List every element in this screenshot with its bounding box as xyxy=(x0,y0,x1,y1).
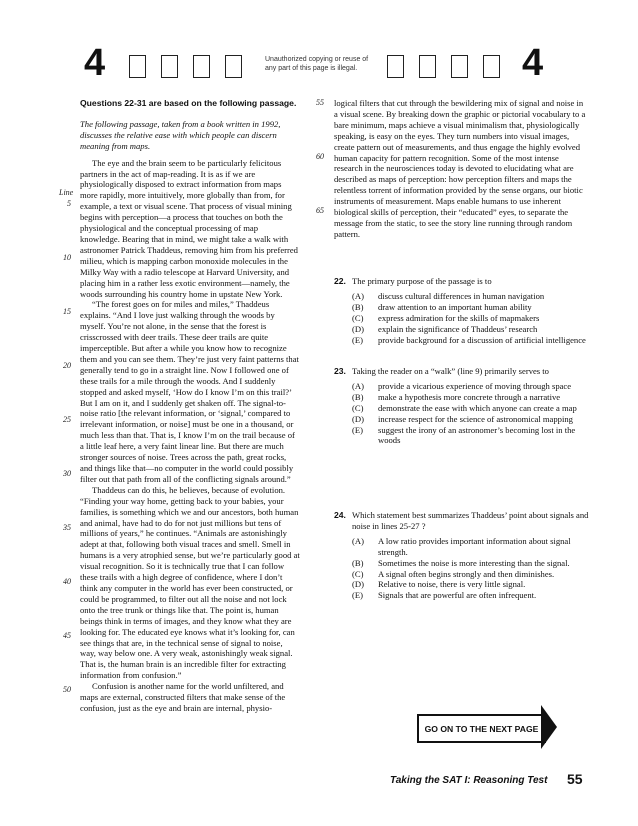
option-key: (D) xyxy=(352,579,364,590)
answer-option[interactable] xyxy=(352,558,589,569)
question-23 xyxy=(334,366,589,446)
line-number: 60 xyxy=(316,152,324,161)
answer-option[interactable] xyxy=(352,313,589,324)
option-key: (B) xyxy=(352,391,364,402)
passage-paragraph: “The forest goes on for miles and miles,” Thaddeus explains. “And I love just walking through the woods by myself. You’re not alone, in the sense that the forest is crisscrossed with deer trails. These deer trails are quite imperceptible. But after a while you know how to recognize them and you can see them. They’re just very faint patterns that generally tend to go in a straight line. Now I followed one of these trails for a mile through the woods. And I suddenly stopped and asked myself, ‘How do I know I’m on this trail?’ But I am on it, and I suddenly get shaken off. The signal-to-noise ratio [the relevant information, or ‘signal,’ compared to irrelevant information, or noise] must be one in a thousand, or much less than that. That is, I know I’m on the trail because of a little leaf here, a very faint linear line. But there are much stronger sources of noise. Trees across the path, great rocks, and things like that—no computer in the world could possibly filter out that path from all of the conflicting signals around.” xyxy=(80,299,299,484)
line-number: 55 xyxy=(316,98,324,107)
option-text: provide a vicarious experience of moving through space xyxy=(378,380,572,391)
question-24 xyxy=(334,510,589,601)
option-text: Sometimes the noise is more interesting than the signal. xyxy=(378,557,570,568)
passage-paragraph: logical filters that cut through the bewildering mix of signal and noise in a visual scene. By breaking down the graphic or pictorial vocabulary to a bare minimum, maps achieve a visual minimalism that, physiologically speaking, is easy on the eyes. They turn numbers into visual images, create pattern out of measurements, and thus engage the highly evolved human capacity for pattern recognition. Some of the most intense research in the neurosciences today is devoted to elucidating what are described as maps of perception: how perception filters and maps the relentless torrent of information provided by the sense organs, our biotic instruments of measurement. Maps enable humans to use inherent biological skills of perception, their “educated” eyes, to separate the message from the static, to see the story line running through random pattern. xyxy=(334,98,586,239)
option-text: express admiration for the skills of mapmakers xyxy=(378,312,540,323)
passage-heading: Questions 22-31 are based on the following passage. xyxy=(80,98,297,108)
decorative-box xyxy=(451,55,468,78)
line-number: 15 xyxy=(63,307,71,316)
line-label: Line xyxy=(59,188,74,197)
option-key: (C) xyxy=(352,402,364,413)
line-number: 35 xyxy=(63,523,71,532)
line-number: 45 xyxy=(63,631,71,640)
line-number: 50 xyxy=(63,685,71,694)
answer-option[interactable] xyxy=(352,425,589,447)
option-key: (E) xyxy=(352,334,363,345)
option-text: discuss cultural differences in human navigation xyxy=(378,290,545,301)
answer-option[interactable] xyxy=(352,291,589,302)
decorative-box xyxy=(483,55,500,78)
line-number: 10 xyxy=(63,253,71,262)
option-key: (E) xyxy=(352,590,363,601)
option-text: Signals that are powerful are often infrequent. xyxy=(378,590,537,601)
question-number: 23. xyxy=(334,366,346,376)
option-key: (D) xyxy=(352,323,364,334)
option-text: make a hypothesis more concrete through a narrative xyxy=(378,391,561,402)
footer-title: Taking the SAT I: Reasoning Test xyxy=(390,775,548,786)
option-text: increase respect for the science of astronomical mapping xyxy=(378,413,573,424)
decorative-box xyxy=(161,55,178,78)
line-number: 25 xyxy=(63,415,71,424)
option-text: Relative to noise, there is very little signal. xyxy=(378,579,526,590)
line-number: 40 xyxy=(63,577,71,586)
option-text: suggest the irony of an astronomer’s becoming lost in the woods xyxy=(378,424,576,446)
copyright-notice: Unauthorized copying or reuse of any part of this page is illegal. xyxy=(265,56,369,72)
answer-option[interactable] xyxy=(352,579,589,590)
decorative-box xyxy=(129,55,146,78)
option-text: explain the significance of Thaddeus’ research xyxy=(378,323,538,334)
answer-option[interactable] xyxy=(352,381,589,392)
answer-option[interactable] xyxy=(352,569,589,580)
question-stem: The primary purpose of the passage is to xyxy=(352,276,492,286)
passage-paragraph: Thaddeus can do this, he believes, because of evolution. “Finding your way home, getting back to your babies, your families, is something which we and our ancestors, both human and animal, have had to do for not just millions but tens of millions of years,” he continues. “Animals are astonishingly adept at that, following both visual traces and smell. Smell in humans is a very atrophied sense, but we’re particularly good at visual recognition. So it is technically true that I can follow these trails with a high degree of confidence, where I don’t think any computer in the world has ever been constructed, or could be programmed, to filter out all the noise and not lock onto the tree trunk or things like that. The point is, human beings think in terms of images, and they know what they are looking for. The educated eye knows what it’s looking for, can see things that are, in the technical sense of signal to noise, way, way below one. A very weak, astonishingly weak signal. That is, the human brain is an incredible filter for extracting information from confusion.” xyxy=(80,484,300,681)
passage-paragraph: The eye and the brain seem to be particularly felicitous partners in the act of map-reading. It is as if we are physiologically disposed to extract information from maps more rapidly, more intuitively, more globally than from, for example, a text or visual scene. That process of visual mining begins with perception—a process that touches on both the physiological and the conceptual processing of map knowledge. Bearing that in mind, we might take a walk with astronomer Patrick Thaddeus, removing him from his preferred milieu, which is mapping carbon monoxide molecules in the Milky Way with a radio telescope at Harvard University, and placing him in a rather less exotic environment—namely, the woods surrounding his country home in upstate New York. xyxy=(80,157,298,299)
option-text: A low ratio provides important information about signal strength. xyxy=(378,535,571,557)
passage-paragraph: Confusion is another name for the world unfiltered, and maps are external, constructed filters that make sense of the confusion, just as the eye and brain are internal, physio- xyxy=(80,681,286,713)
go-on-next-page-button[interactable]: GO ON TO THE NEXT PAGE xyxy=(417,714,546,743)
question-22 xyxy=(334,276,589,345)
question-number: 22. xyxy=(334,276,346,286)
decorative-box xyxy=(387,55,404,78)
option-key: (A) xyxy=(352,380,364,391)
passage-left-column xyxy=(80,98,300,714)
answer-option[interactable] xyxy=(352,392,589,403)
option-key: (C) xyxy=(352,568,364,579)
option-key: (E) xyxy=(352,424,363,435)
option-key: (D) xyxy=(352,413,364,424)
answer-option[interactable] xyxy=(352,536,589,558)
option-text: demonstrate the ease with which anyone can create a map xyxy=(378,402,577,413)
section-number-left: 4 xyxy=(84,42,106,84)
question-stem: Taking the reader on a “walk” (line 9) primarily serves to xyxy=(352,366,549,376)
answer-option[interactable] xyxy=(352,414,589,425)
section-number-right: 4 xyxy=(522,42,544,84)
option-key: (B) xyxy=(352,301,364,312)
decorative-box xyxy=(225,55,242,78)
line-number: 20 xyxy=(63,361,71,370)
option-text: provide background for a discussion of artificial intelligence xyxy=(378,334,586,345)
page-number: 55 xyxy=(567,771,583,787)
line-number: 30 xyxy=(63,469,71,478)
option-key: (A) xyxy=(352,290,364,301)
line-number: 5 xyxy=(67,199,71,208)
option-key: (A) xyxy=(352,535,364,546)
passage-right-column xyxy=(334,98,589,240)
answer-option[interactable] xyxy=(352,590,589,601)
answer-option[interactable] xyxy=(352,403,589,414)
arrow-right-icon xyxy=(541,705,557,749)
option-text: A signal often begins strongly and then diminishes. xyxy=(378,568,555,579)
passage-intro: The following passage, taken from a book written in 1992, discusses the relative ease with which people can discern meaning from maps. xyxy=(80,118,281,151)
decorative-box xyxy=(193,55,210,78)
option-key: (C) xyxy=(352,312,364,323)
question-number: 24. xyxy=(334,510,346,520)
decorative-box xyxy=(419,55,436,78)
line-number: 65 xyxy=(316,206,324,215)
question-stem: Which statement best summarizes Thaddeus’ point about signals and noise in lines 25-27 ? xyxy=(352,510,589,531)
answer-option[interactable] xyxy=(352,324,589,335)
option-key: (B) xyxy=(352,557,364,568)
answer-option[interactable] xyxy=(352,335,589,346)
answer-option[interactable] xyxy=(352,302,589,313)
option-text: draw attention to an important human ability xyxy=(378,301,532,312)
